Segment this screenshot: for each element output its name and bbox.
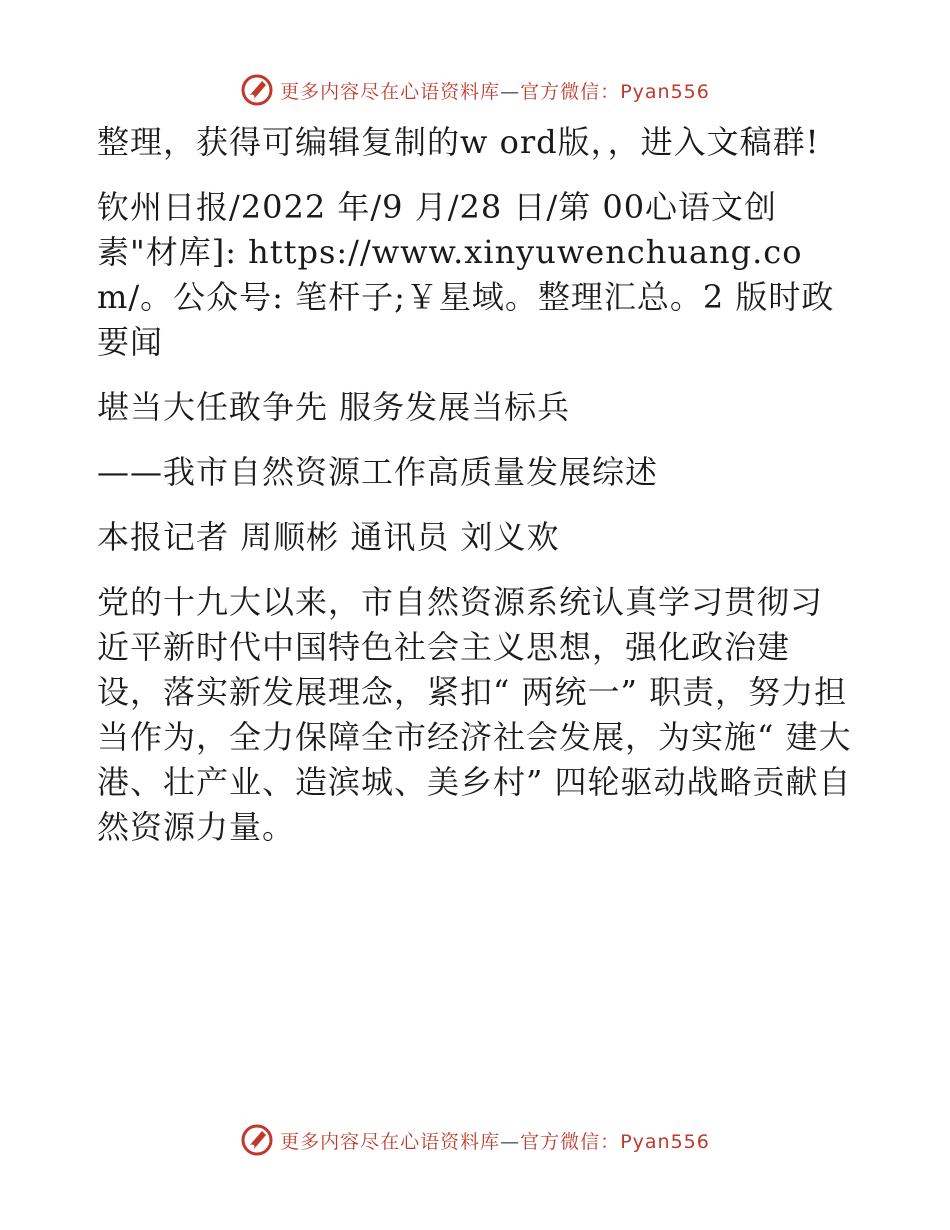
banner-handle: Pyan556 [620,80,710,103]
brand-logo-icon [240,1123,274,1157]
document-body [97,120,852,870]
banner-site-name: 更多内容尽在心语资料库 [280,80,501,103]
article-subtitle: ——我市自然资源工作高质量发展综述 [97,453,659,491]
banner-text [280,1127,710,1154]
banner-official-label: 官方微信： [520,1130,621,1153]
header-banner [0,70,950,110]
paragraph-source: 钦州日报/2022 年/9 月/28 日/第 00心语文创素"材库]: https://www.xinyuwenchuang.com/。公众号: 笔杆子;￥星域。整理汇总。2 版时政要闻 [97,188,835,361]
footer-banner [0,1120,950,1160]
banner-official-label: 官方微信： [520,80,621,103]
brand-logo-icon [240,73,274,107]
article-lead-paragraph: 党的十九大以来，市自然资源系统认真学习贯彻习近平新时代中国特色社会主义思想，强化政治建设，落实新发展理念，紧扣“ 两统一” 职责，努力担当作为，全力保障全市经济社会发展，为实施“ 建大港、壮产业、造滨城、美乡村” 四轮驱动战略贡献自然资源力量。 [97,583,852,846]
article-title: 堪当大任敢争先 服务发展当标兵 [97,388,571,426]
banner-separator: — [500,80,521,103]
banner-text [280,77,710,104]
banner-handle: Pyan556 [620,1130,710,1153]
banner-separator: — [500,1130,521,1153]
paragraph-intro: 整理，获得可编辑复制的w ord版，，进入文稿群! [97,123,820,161]
article-byline: 本报记者 周顺彬 通讯员 刘义欢 [97,518,560,556]
banner-site-name: 更多内容尽在心语资料库 [280,1130,501,1153]
